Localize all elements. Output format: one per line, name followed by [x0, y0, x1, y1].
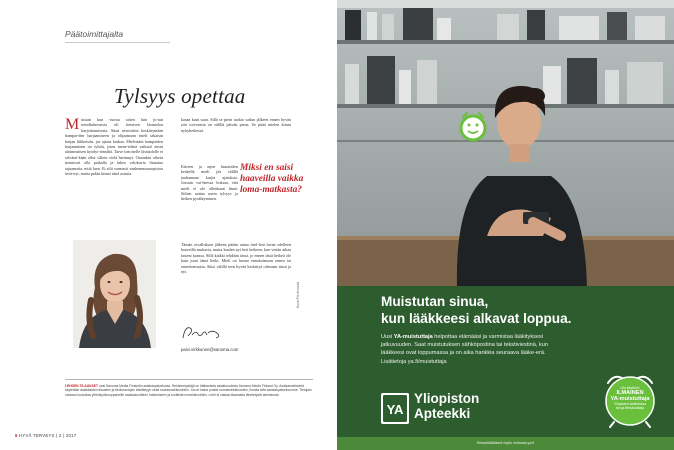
- subscription-info: [65, 379, 313, 424]
- signature-graphic: [180, 324, 224, 342]
- ad-footer-text: Reseptilääkkeet myös verkosta ya.fi: [476, 441, 535, 445]
- logo-letters: YA: [386, 402, 404, 417]
- editor-email: paivi.virkkunen@sanoma.com: [181, 347, 239, 352]
- ad-photo: [337, 0, 674, 288]
- badge-line-3: YA-muistuttaja: [610, 396, 650, 403]
- magazine-issue: HYVÄ TERVEYS | 2 | 2017: [19, 433, 77, 438]
- pull-quote: Miksi en saisi haaveilla vaikka loma-matkasta?: [240, 163, 304, 195]
- badge-line-2: ILMAINEN: [616, 390, 644, 396]
- portrait-illustration: [73, 240, 156, 348]
- ad-body-text: [381, 333, 641, 366]
- ad-body-line-1-pre: Uusi: [381, 334, 394, 340]
- editor-portrait-photo: [73, 240, 156, 348]
- photo-credit: Kuva Pia Arnould: [296, 281, 300, 308]
- ad-body-product: YA-muistuttaja: [393, 334, 433, 340]
- badge-line-4: Yliopiston Apteekissa: [613, 402, 647, 407]
- ad-headline: [381, 294, 651, 327]
- page-number: 6: [15, 433, 18, 438]
- body-text-1: uistan kun vuosia sitten luin ju-tun mindfulnessista eli tietoisen läsnäolon harjoittamisesta. Siinä neuvottiin keskittymään hampai-den harjaamiseen ja ohjaamaan mielt takaisin harjan liikkeisiin, jos ajatus karkaa. Mielestäni hampaiden harjaaminen on tylsää, joten mene-telmä vaikutti ensin äärimmäisen hyödyt-tömältä. Tarve tietoiselle läsnäololle ei selvästi-kään ollut silloin vielä herännyt. Osaankin oikein mainiosti olla paikalla ja lukea valokuvia iltasatua tajuamatta, mitä luen. Et silti varmasti vanhemmuusopistoa tietä-nyt, mutta pidän kiinni tästä asiasta.: [65, 117, 163, 177]
- body-column-2b: Kiireen ja arjen haasteiden keskellä mieli jää välillä jauhamaan kurjia ajatuksia. Jossain vai-heessa hoksaa, että mieli ei ole ollenkaan läsnä. Siihen auttaa usein tylsyys ja hetken pysähtyminen.: [181, 164, 238, 202]
- brand-name-line-2: Apteekki: [414, 405, 471, 421]
- advertisement-page: [337, 0, 674, 450]
- ad-headline-line-2: kun lääkkeesi alkavat loppua.: [381, 310, 572, 326]
- footer-label: LEHDEN TILAUKSET: [65, 384, 98, 388]
- ad-headline-line-1: Muistutan sinua,: [381, 294, 489, 309]
- body-column-2: kasan kuin saan. Sillä se pieni tuokio sadun jälkeen ennen hyvän yön toivotusta on välillä päivän paras. Se pitää mielen kiinni nykyhetkessä.: [181, 117, 291, 133]
- ad-body-line-4: Lisätietoja ya.fi/muistuttaja: [381, 358, 447, 365]
- badge-line-5: tai ya.fi/muistuttaja: [615, 406, 645, 411]
- article-title: Tylsyys opettaa: [114, 84, 246, 108]
- body-column-1: [65, 117, 163, 235]
- ad-body-line-2: jatkuvuuden. Saat muistutuksen sähköpostina tai tekstiviestinä, kun: [381, 342, 548, 349]
- section-label: Päätoimittajalta: [65, 29, 170, 43]
- ya-logo-icon: [381, 393, 409, 424]
- body-column-2c: Tämän oivalluksen jälkeen päätin antaa itsel-leni luvan edelleen haaveilla mukavia, mutta kuulen nyt heti hetkeen, kun vietän aikaa lasteni kanssa. Sillä kaikki tehdään tässä, jo ennen tästä hetkeä ole kuin juuri tämä hetki. Mieli on huono ennakoimaan onnea tai onnettomuutta. Siksi välillä teen hyvää keskittyä olemaan tässä ja nyt.: [181, 242, 291, 275]
- ad-body-line-1: [381, 333, 641, 341]
- ad-body-line-1-post: helpottaa elämääsi ja varmistaa lääkityksesi: [432, 334, 544, 340]
- badge-line-1: Ota käyttöön: [620, 386, 640, 390]
- dropcap: M: [65, 117, 80, 133]
- badge-text: [600, 386, 660, 410]
- ad-photo-illustration: [337, 0, 674, 288]
- brand-name-line-1: Yliopiston: [414, 391, 480, 406]
- ad-footer-bar: [337, 437, 674, 450]
- page-footer: [15, 433, 76, 438]
- brand-name: [414, 392, 479, 421]
- ya-logo-graphic: [381, 393, 409, 424]
- ad-body-line-3: lääkkeesi ovat loppumassa ja on aika hankkia seuraava lääke-erä.: [381, 350, 546, 357]
- ad-text-panel: [337, 286, 674, 450]
- footer-text: ovat Sanoma Media Finlandin asiakaspalvelussa. Rekisterinpitäjä on tilattavasta asiakkuudesta Sanoma Media Finland Oy. Asiakasrekisteriä käytetään asiakkaiden tilausten ja tiedonantojen käsittelyyn sekä suoramarkkinointiin. Jos et halua postisi suoramarkkinointiin, ilmoita siitä asiakaspalveluumme. Tietojasi voidaan luovuttaa yhteistyökumppaneille asiakassuhteen hoitamiseen ja tuotteiden markkinointiin. Lehti ei vastaa tilaamatta lähetetystä aineistosta.: [65, 384, 312, 397]
